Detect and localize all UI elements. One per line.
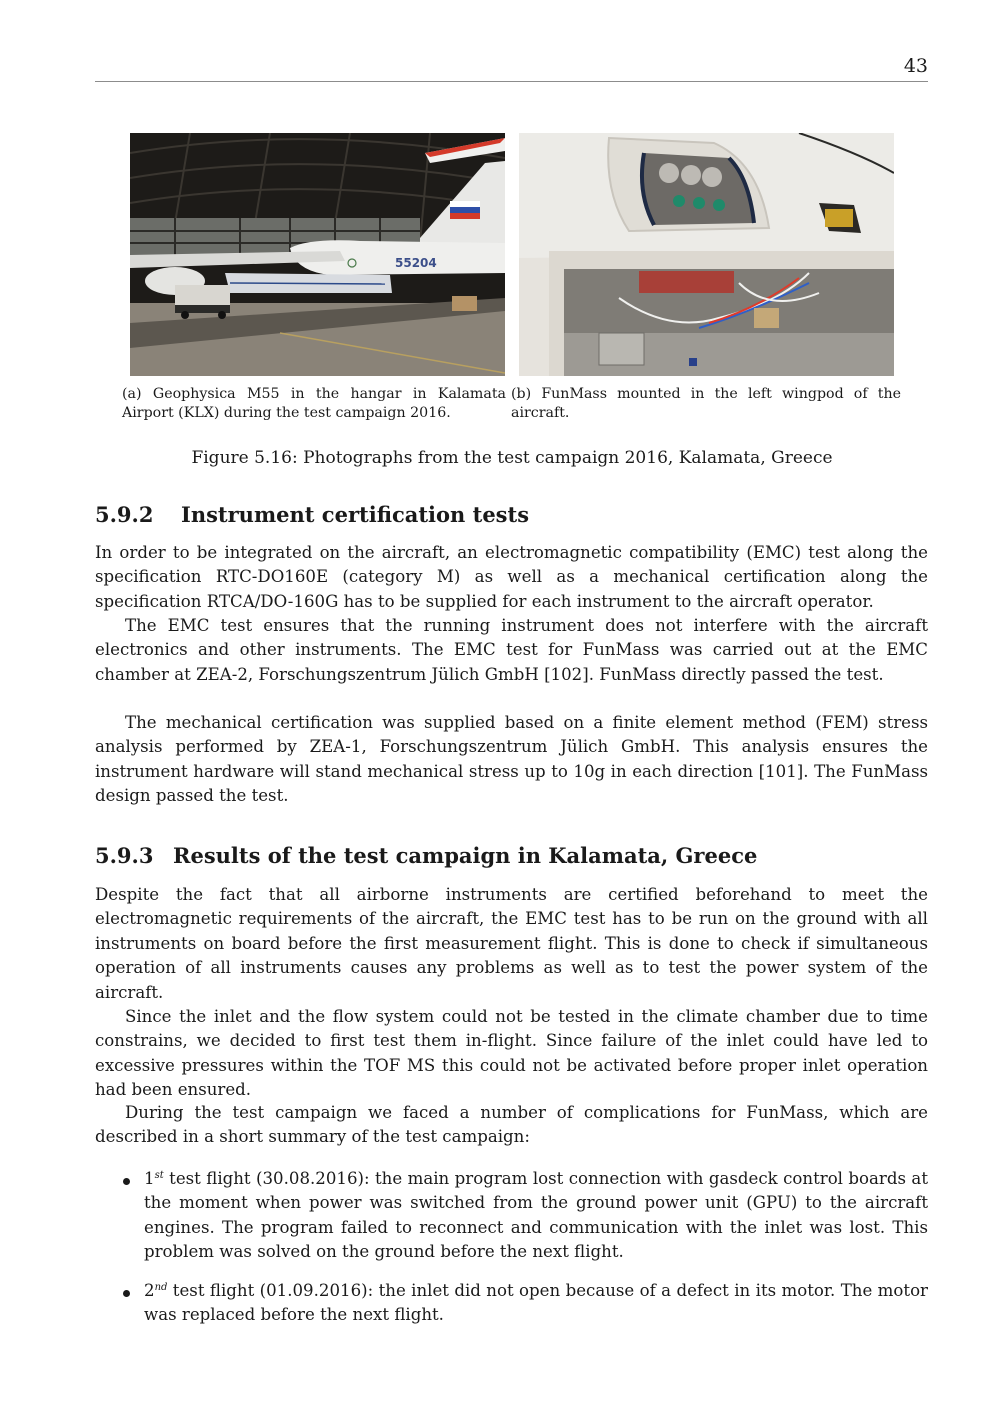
ordinal: 1 xyxy=(144,1169,155,1188)
page-number: 43 xyxy=(903,55,928,77)
bullet-icon xyxy=(123,1178,130,1185)
section-number: 5.9.3 xyxy=(95,843,154,868)
bullet-list xyxy=(95,1167,928,1265)
paragraph: In order to be integrated on the aircraft, an electromagnetic compatibility (EMC) test along the specification RTC-DO160E (category M) as well as a mechanical certification along the specification RTCA/DO-160G has to be supplied for each instrument to the aircraft operator. xyxy=(95,543,928,611)
list-item-text: test flight (01.09.2016): the inlet did not open because of a defect in its motor. The motor was replaced before the next flight. xyxy=(144,1281,928,1325)
section-heading-5-9-2 xyxy=(95,502,529,527)
ordinal-suffix: nd xyxy=(154,1282,168,1293)
hangar-photo-illustration xyxy=(130,133,505,376)
photo-funmass-wingpod xyxy=(519,133,894,376)
wingpod-photo-illustration xyxy=(519,133,894,376)
subfigure-label-b: (b) xyxy=(511,386,532,402)
ordinal: 2 xyxy=(144,1281,155,1300)
figure-caption: Figure 5.16: Photographs from the test campaign 2016, Kalamata, Greece xyxy=(191,448,833,468)
photo-geophysica-hangar xyxy=(130,133,505,376)
section-number: 5.9.2 xyxy=(95,502,154,527)
subfigure-text-b: FunMass mounted in the left wingpod of the aircraft. xyxy=(511,386,901,421)
paragraph: The mechanical certification was supplied based on a finite element method (FEM) stress analysis performed by ZEA-1, Forschungszentrum Jülich GmbH. This analysis ensures the instrument hardware will stand mechanical stress up to 10g in each direction [101]. The FunMass design passed the test. xyxy=(95,713,928,806)
ordinal-suffix: st xyxy=(154,1170,164,1181)
list-item xyxy=(95,1167,928,1265)
aircraft-marking: 55204 xyxy=(395,256,437,270)
section-heading-5-9-3 xyxy=(95,843,757,868)
section-title: Results of the test campaign in Kalamata, Greece xyxy=(173,843,758,868)
paragraph: The EMC test ensures that the running instrument does not interfere with the aircraft electronics and other instruments. The EMC test for FunMass was carried out at the EMC chamber at ZEA-2, Forschungszentrum Jülich GmbH [102]. FunMass directly passed the test. xyxy=(95,616,928,684)
subfigure-text-a: Geophysica M55 in the hangar in Kalamata Airport (KLX) during the test campaign 2016. xyxy=(122,386,506,421)
header-rule xyxy=(95,81,928,82)
paragraph: Since the inlet and the flow system could not be tested in the climate chamber due to time constrains, we decided to first test them in-flight. Since failure of the inlet could have led to excessive pressures within the TOF MS this could not be activated before proper inlet operation had been ensured. xyxy=(95,1007,928,1100)
subfigure-caption-a xyxy=(122,385,506,423)
list-item-text: test flight (30.08.2016): the main program lost connection with gasdeck control boards at the moment when power was switched from the ground power unit (GPU) to the aircraft engines. The program failed to reconnect and communication with the inlet was lost. This problem was solved on the ground before the next flight. xyxy=(144,1169,928,1262)
paragraph: Despite the fact that all airborne instruments are certified beforehand to meet the electromagnetic requirements of the aircraft, the EMC test has to be run on the ground with all instruments on board before the first measurement flight. This is done to check if simultaneous operation of all instruments causes any problems as well as to test the power system of the aircraft. xyxy=(95,885,928,1002)
subfigure-caption-b xyxy=(511,385,901,423)
section-title: Instrument certification tests xyxy=(181,502,530,527)
paragraph: During the test campaign we faced a number of complications for FunMass, which are described in a short summary of the test campaign: xyxy=(95,1103,928,1147)
subfigure-label-a: (a) xyxy=(122,386,142,402)
list-item xyxy=(95,1279,928,1328)
bullet-icon xyxy=(123,1290,130,1297)
bullet-list xyxy=(95,1279,928,1328)
